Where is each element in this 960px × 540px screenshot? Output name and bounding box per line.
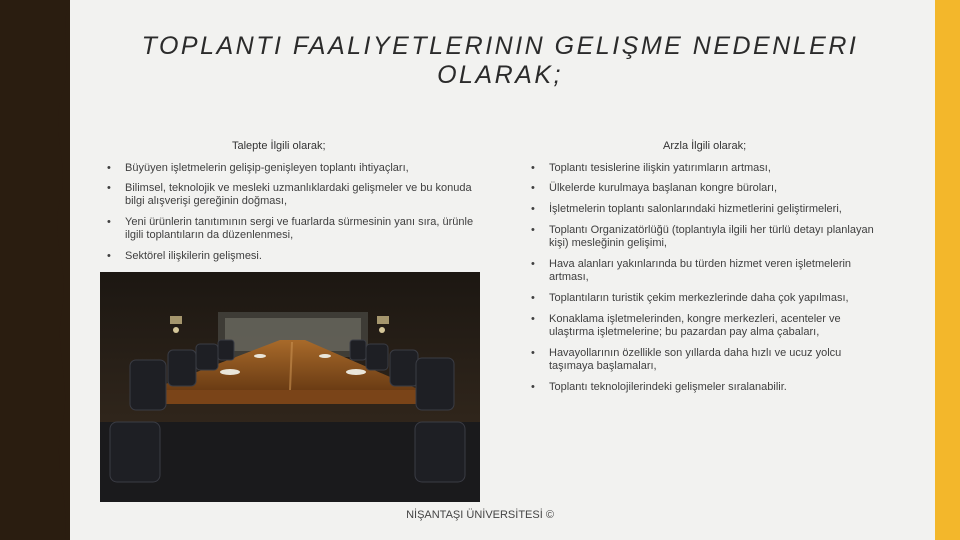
demand-reasons-list	[107, 162, 492, 263]
list-item-text: Büyüyen işletmelerin gelişip-genişleyen toplantı ihtiyaçları,	[125, 162, 409, 174]
bullet-icon: •	[531, 258, 535, 270]
list-item-text: Havayollarının özellikle son yıllarda daha hızlı ve ucuz yolcu taşımaya başlamaları,	[549, 347, 842, 372]
bullet-icon: •	[107, 162, 111, 174]
list-item	[107, 216, 492, 242]
list-item-text: Konaklama işletmelerinden, kongre merkezleri, acenteler ve ulaştırma işletmelerine; bu pazardan pay alma çabaları,	[549, 313, 841, 338]
list-item	[531, 203, 876, 216]
wavy-edge-decoration	[40, 0, 80, 540]
bullet-icon: •	[531, 162, 535, 174]
right-accent-band	[935, 0, 960, 540]
list-item	[531, 162, 876, 175]
list-item	[531, 224, 876, 250]
list-item	[107, 162, 492, 175]
right-column-heading: Arzla İlgili olarak;	[663, 140, 747, 152]
bullet-icon: •	[107, 216, 111, 228]
left-column-heading: Talepte İlgili olarak;	[232, 140, 326, 152]
conference-room-photo	[100, 272, 480, 502]
list-item	[531, 258, 876, 284]
bullet-icon: •	[531, 313, 535, 325]
list-item-text: Toplantı tesislerine ilişkin yatırımların artması,	[549, 162, 771, 174]
footer-copyright: NİŞANTAŞI ÜNİVERSİTESİ ©	[406, 509, 554, 521]
slide-title	[100, 32, 900, 90]
list-item-text: Ülkelerde kurulmaya başlanan kongre büroları,	[549, 182, 778, 194]
list-item	[531, 381, 876, 394]
bullet-icon: •	[531, 347, 535, 359]
list-item-text: Bilimsel, teknolojik ve mesleki uzmanlıklardaki gelişmeler ve bu konuda bilgi alışverişi gereğinin doğması,	[125, 182, 472, 207]
bullet-icon: •	[107, 250, 111, 262]
list-item-text: İşletmelerin toplantı salonlarındaki hizmetlerini geliştirmeleri,	[549, 203, 842, 215]
title-line-2: OLARAK;	[437, 61, 563, 89]
list-item	[107, 250, 492, 263]
bullet-icon: •	[531, 381, 535, 393]
bullet-icon: •	[107, 182, 111, 194]
list-item-text: Toplantı Organizatörlüğü (toplantıyla ilgili her türlü detayı planlayan kişi) mesleğinin gelişimi,	[549, 224, 874, 249]
bullet-icon: •	[531, 292, 535, 304]
title-line-1: TOPLANTI FAALIYETLERININ GELIŞME NEDENLERI	[141, 32, 859, 60]
bullet-icon: •	[531, 182, 535, 194]
list-item-text: Toplantı teknolojilerindeki gelişmeler sıralanabilir.	[549, 381, 787, 393]
list-item	[531, 292, 876, 305]
list-item-text: Hava alanları yakınlarında bu türden hizmet veren işletmelerin artması,	[549, 258, 852, 283]
list-item-text: Toplantıların turistik çekim merkezlerinde daha çok yapılması,	[549, 292, 849, 304]
bullet-icon: •	[531, 203, 535, 215]
list-item	[531, 347, 876, 373]
list-item-text: Yeni ürünlerin tanıtımının sergi ve fuarlarda sürmesinin yanı sıra, ürünle ilgili toplantıların da düzenlenmesi,	[125, 216, 474, 241]
list-item	[107, 182, 492, 208]
bullet-icon: •	[531, 224, 535, 236]
supply-reasons-list	[531, 162, 876, 394]
list-item-text: Sektörel ilişkilerin gelişmesi.	[125, 250, 262, 262]
list-item	[531, 182, 876, 195]
list-item	[531, 313, 876, 339]
